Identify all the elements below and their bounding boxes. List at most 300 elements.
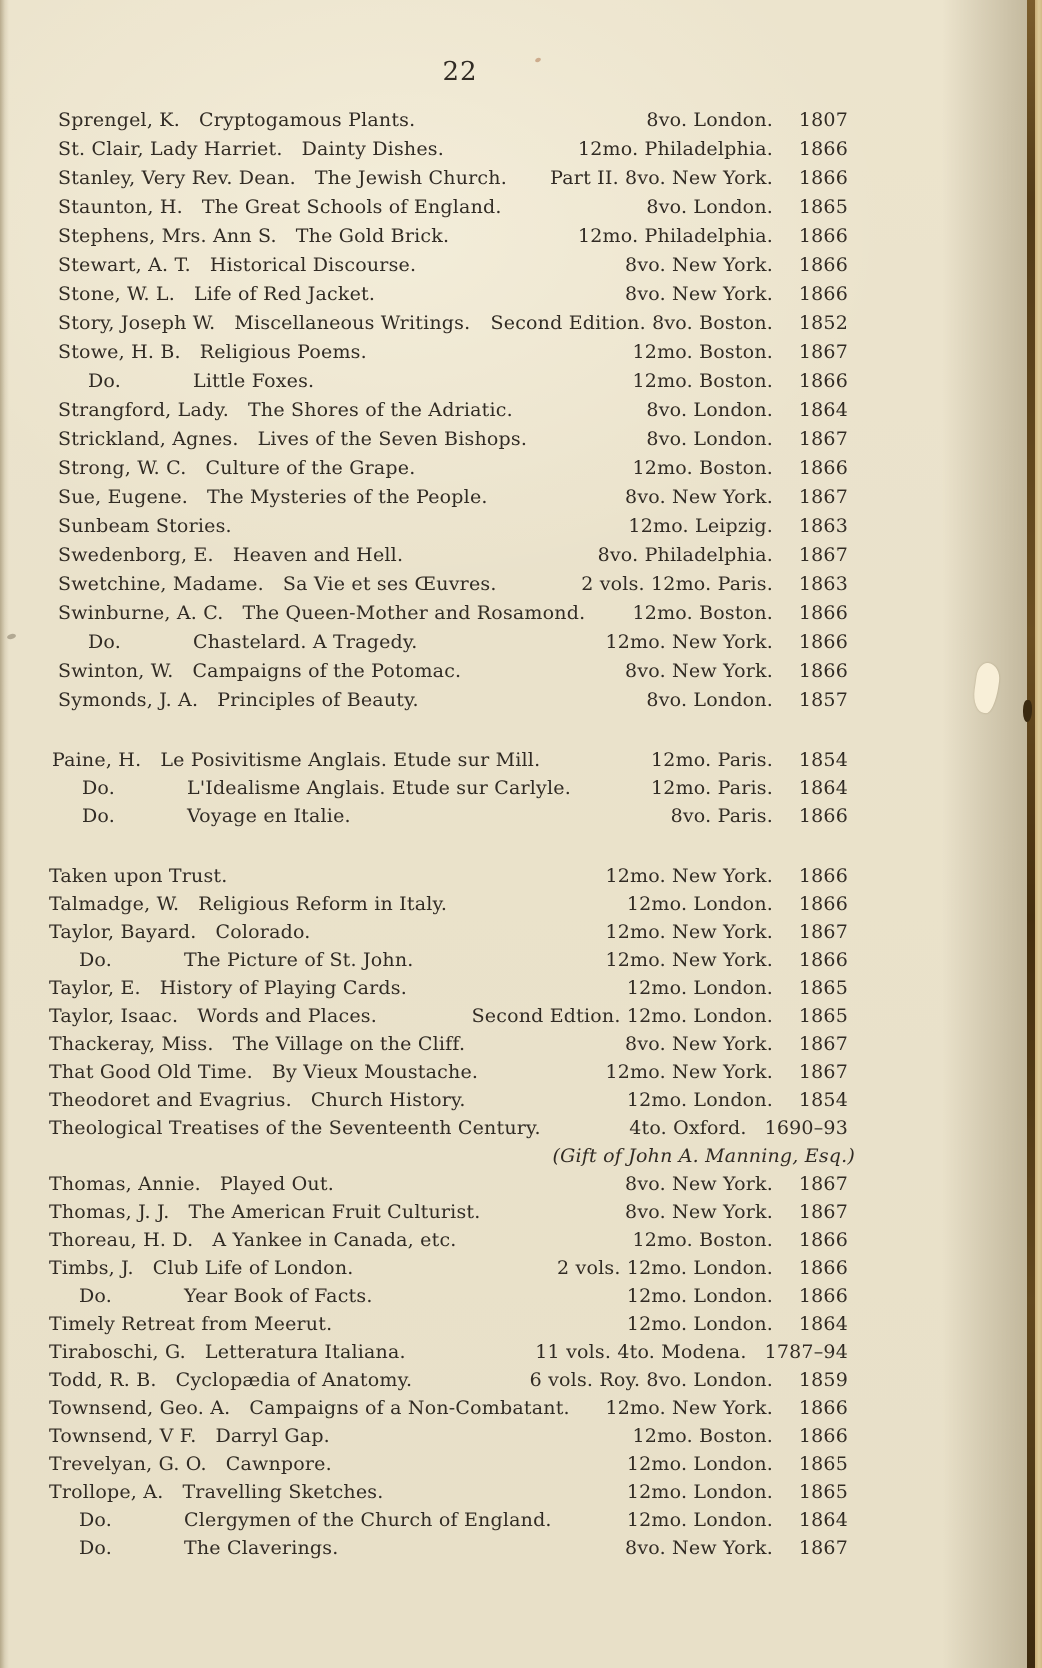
entry-format-place: 12mo. London. <box>626 1089 773 1111</box>
catalog-entry <box>49 1030 1042 1058</box>
entry-year: 1866 <box>798 457 848 479</box>
entry-right <box>646 193 848 222</box>
entry-format-place: 8vo. London. <box>646 196 773 218</box>
entry-author: Swinburne, A. C. <box>58 602 224 624</box>
entry-left <box>49 1030 625 1058</box>
entry-left <box>49 1394 605 1422</box>
catalog-entry <box>52 802 1042 830</box>
entry-author: Thomas, J. J. <box>49 1201 170 1223</box>
entry-title: By Vieux Moustache. <box>271 1061 479 1083</box>
entry-author: Stephens, Mrs. Ann S. <box>58 225 277 247</box>
entry-title: The Picture of St. John. <box>184 949 414 971</box>
entry-right <box>605 628 848 657</box>
entry-left <box>58 367 633 396</box>
entry-year: 1866 <box>798 370 848 392</box>
entry-right <box>633 454 848 483</box>
entry-author: Townsend, V F. <box>49 1425 197 1447</box>
entry-left <box>49 1534 625 1562</box>
entry-right <box>557 1254 848 1282</box>
entry-author: Swinton, W. <box>58 660 174 682</box>
entry-left <box>49 1338 535 1366</box>
entry-author: Strangford, Lady. <box>58 399 230 421</box>
entry-title: Miscellaneous Writings. <box>234 312 471 334</box>
entry-right <box>627 974 848 1002</box>
entry-left <box>58 454 633 483</box>
entry-title: Lives of the Seven Bishops. <box>257 428 528 450</box>
catalog-entry <box>49 1534 1042 1562</box>
catalog-section <box>0 746 1042 830</box>
entry-left <box>58 135 578 164</box>
entry-format-place: 11 vols. 4to. Modena. <box>535 1341 747 1363</box>
entry-author: Taylor, Isaac. <box>49 1005 179 1027</box>
entry-format-place: 8vo. New York. <box>625 1033 773 1055</box>
entry-format-place: 12mo. Boston. <box>632 1425 773 1447</box>
entry-left <box>58 222 578 251</box>
entry-format-place: 8vo. London. <box>646 399 773 421</box>
entry-year: 1865 <box>798 196 848 218</box>
entry-format-place: 8vo. London. <box>646 428 773 450</box>
entry-year: 1787–94 <box>764 1341 848 1363</box>
entry-left <box>58 193 646 222</box>
entry-title: Dainty Dishes. <box>301 138 444 160</box>
catalog-entry <box>49 1254 1042 1282</box>
catalog-entry <box>58 164 1042 193</box>
entry-year: 1859 <box>798 1369 848 1391</box>
entry-title: Historical Discourse. <box>209 254 417 276</box>
entry-title: L'Idealisme Anglais. Etude sur Carlyle. <box>187 777 571 799</box>
entry-format-place: 8vo. New York. <box>625 486 773 508</box>
entry-format-place: 12mo. Paris. <box>651 777 773 799</box>
catalog-entry <box>49 1086 1042 1114</box>
entry-year: 1866 <box>798 893 848 915</box>
catalog-entry <box>58 106 1042 135</box>
entry-title: Voyage en Italie. <box>187 805 351 827</box>
catalog-entry <box>49 1226 1042 1254</box>
catalog-entry <box>58 628 1042 657</box>
entry-title: Chastelard. A Tragedy. <box>193 631 418 653</box>
page-number: 22 <box>442 57 478 87</box>
entry-author: Stowe, H. B. <box>58 341 181 363</box>
entry-year: 1866 <box>798 949 848 971</box>
entry-format-place: 12mo. London. <box>626 1453 773 1475</box>
entry-right <box>651 774 848 802</box>
entry-year: 1866 <box>798 283 848 305</box>
entry-format-place: 12mo. London. <box>626 893 773 915</box>
entry-year: 1866 <box>798 631 848 653</box>
entry-left <box>58 396 646 425</box>
entry-author: Talmadge, W. <box>49 893 180 915</box>
entry-year: 1867 <box>798 1061 848 1083</box>
entry-title: Darryl Gap. <box>215 1425 330 1447</box>
catalog-entry <box>52 774 1042 802</box>
entry-left <box>49 1310 627 1338</box>
entry-year: 1854 <box>798 749 848 771</box>
entry-left <box>49 1114 629 1142</box>
entry-format-place: 12mo. New York. <box>605 865 773 887</box>
entry-author: Do. <box>79 1285 112 1307</box>
catalog-entry <box>49 1366 1042 1394</box>
catalog-entry <box>49 862 1042 890</box>
entry-left <box>49 862 605 890</box>
entry-author: Swedenborg, E. <box>58 544 214 566</box>
entry-format-place: 12mo. Boston. <box>632 370 773 392</box>
catalog-entry <box>58 309 1042 338</box>
entry-year: 1865 <box>798 977 848 999</box>
entry-author: Do. <box>79 1509 112 1531</box>
catalog-entry <box>49 1394 1042 1422</box>
entry-right <box>633 338 848 367</box>
entry-left <box>49 890 627 918</box>
entry-format-place: 2 vols. 12mo. Paris. <box>581 573 773 595</box>
entry-title: The Jewish Church. <box>314 167 507 189</box>
entry-left <box>49 1086 627 1114</box>
catalog-entry <box>58 135 1042 164</box>
entry-left <box>49 1058 605 1086</box>
entry-year: 1864 <box>798 399 848 421</box>
entry-title: Cawnpore. <box>225 1453 332 1475</box>
entry-right <box>578 222 848 251</box>
entry-right <box>605 862 848 890</box>
entry-left <box>58 570 581 599</box>
entry-right <box>625 251 848 280</box>
entry-year: 1863 <box>798 515 848 537</box>
entry-left <box>58 309 491 338</box>
entry-format-place: 12mo. Leipzig. <box>628 515 773 537</box>
entry-author: Timbs, J. <box>49 1257 134 1279</box>
entry-year: 1864 <box>798 777 848 799</box>
entry-right <box>646 396 848 425</box>
entry-year: 1865 <box>798 1005 848 1027</box>
catalog-section <box>0 862 1042 1562</box>
entry-format-place: 8vo. Paris. <box>670 805 773 827</box>
catalog-entry <box>58 454 1042 483</box>
entry-year: 1865 <box>798 1453 848 1475</box>
entry-title: Campaigns of a Non-Combatant. <box>249 1397 570 1419</box>
catalog-entry <box>52 746 1042 774</box>
catalog-entry <box>58 367 1042 396</box>
entry-right <box>646 425 848 454</box>
entry-left <box>49 1478 627 1506</box>
entry-right <box>633 1226 848 1254</box>
entry-format-place: 12mo. New York. <box>605 1061 773 1083</box>
entry-format-place: 12mo. New York. <box>605 921 773 943</box>
entry-author: Sprengel, K. <box>58 109 180 131</box>
entry-left <box>58 599 633 628</box>
entry-format-place: 12mo. Boston. <box>632 602 773 624</box>
entry-author: Stone, W. L. <box>58 283 175 305</box>
entry-author: Theodoret and Evagrius. <box>49 1089 292 1111</box>
entry-year: 1867 <box>798 544 848 566</box>
entry-format-place: 12mo. Paris. <box>651 749 773 771</box>
catalog-entry <box>58 541 1042 570</box>
entry-author: Stewart, A. T. <box>58 254 191 276</box>
catalog-entry <box>49 1282 1042 1310</box>
entry-author: Trollope, A. <box>49 1481 164 1503</box>
entry-author: Taylor, E. <box>49 977 141 999</box>
catalog-entry <box>49 1422 1042 1450</box>
entry-right <box>550 164 848 193</box>
entry-right <box>491 309 848 338</box>
entry-right <box>535 1338 848 1366</box>
entry-author: Timely Retreat from Meerut. <box>49 1313 333 1335</box>
entry-year: 1867 <box>798 921 848 943</box>
entry-year: 1866 <box>798 254 848 276</box>
catalog-entry <box>58 686 1042 715</box>
entry-author: Taylor, Bayard. <box>49 921 197 943</box>
entry-author: Townsend, Geo. A. <box>49 1397 231 1419</box>
catalog-entry <box>58 396 1042 425</box>
entry-left <box>58 164 550 193</box>
catalog-entry <box>49 1310 1042 1338</box>
entry-author: Trevelyan, G. O. <box>49 1453 207 1475</box>
catalog-entry <box>49 1198 1042 1226</box>
entry-title: Religious Poems. <box>199 341 367 363</box>
entry-format-place: 6 vols. Roy. 8vo. London. <box>529 1369 773 1391</box>
paper-speck <box>534 57 541 63</box>
entry-left <box>49 946 605 974</box>
entry-left <box>58 425 646 454</box>
entry-title: The Claverings. <box>184 1537 339 1559</box>
entry-format-place: 12mo. London. <box>626 1509 773 1531</box>
entry-title: Le Posivitisme Anglais. Etude sur Mill. <box>160 749 541 771</box>
catalog-entry <box>49 1338 1042 1366</box>
entry-year: 1866 <box>798 602 848 624</box>
entry-title: Sa Vie et ses Œuvres. <box>282 573 497 595</box>
entry-right <box>625 1030 848 1058</box>
gift-note <box>49 1142 1042 1170</box>
entry-left <box>49 1366 530 1394</box>
entry-format-place: 12mo. London. <box>626 1481 773 1503</box>
entry-year: 1867 <box>798 341 848 363</box>
entry-year: 1863 <box>798 573 848 595</box>
entry-author: Staunton, H. <box>58 196 183 218</box>
catalog-entry <box>49 1170 1042 1198</box>
entry-year: 1866 <box>798 1425 848 1447</box>
entry-format-place: Part II. 8vo. New York. <box>550 167 773 189</box>
entry-year: 1866 <box>798 1397 848 1419</box>
entry-right <box>605 918 848 946</box>
entry-left <box>58 512 628 541</box>
entry-left <box>49 1506 627 1534</box>
entry-format-place: 12mo. Boston. <box>632 341 773 363</box>
entry-year: 1867 <box>798 428 848 450</box>
entry-format-place: 8vo. New York. <box>625 1537 773 1559</box>
entry-author: Paine, H. <box>52 749 142 771</box>
entry-right <box>625 1198 848 1226</box>
entry-right <box>671 802 848 830</box>
entry-right <box>627 1450 848 1478</box>
entry-format-place: 8vo. New York. <box>625 254 773 276</box>
entry-right <box>633 367 848 396</box>
entry-author: Thomas, Annie. <box>49 1173 201 1195</box>
entry-right <box>598 541 848 570</box>
entry-left <box>49 1226 633 1254</box>
entry-format-place: Second Edition. 8vo. Boston. <box>490 312 773 334</box>
entry-author: Do. <box>79 949 112 971</box>
entry-year: 1866 <box>798 865 848 887</box>
entry-left <box>58 686 646 715</box>
catalog-entry <box>49 1058 1042 1086</box>
entry-title: Principles of Beauty. <box>217 689 419 711</box>
entry-left <box>58 657 625 686</box>
catalog-entry <box>49 1450 1042 1478</box>
entry-right <box>625 1170 848 1198</box>
entry-right <box>605 946 848 974</box>
entry-left <box>58 251 625 280</box>
entry-format-place: 12mo. Boston. <box>632 1229 773 1251</box>
entry-author: Thoreau, H. D. <box>49 1229 194 1251</box>
entry-left <box>52 802 671 830</box>
catalog-entry <box>49 974 1042 1002</box>
entry-left <box>49 918 605 946</box>
catalog-entry <box>58 570 1042 599</box>
entry-title: Travelling Sketches. <box>182 1481 384 1503</box>
entry-title: Cyclopædia of Anatomy. <box>175 1369 413 1391</box>
entry-right <box>646 106 848 135</box>
catalog-entry <box>58 483 1042 512</box>
entry-author: St. Clair, Lady Harriet. <box>58 138 283 160</box>
entry-format-place: 12mo. Boston. <box>632 457 773 479</box>
entry-right <box>625 1534 848 1562</box>
entry-title: A Yankee in Canada, etc. <box>212 1229 457 1251</box>
entry-author: Stanley, Very Rev. Dean. <box>58 167 296 189</box>
catalog-entry <box>58 280 1042 309</box>
entry-author: Do. <box>88 370 121 392</box>
entry-title: The Great Schools of England. <box>201 196 502 218</box>
entry-year: 1867 <box>798 486 848 508</box>
entry-right <box>629 1114 848 1142</box>
entry-year: 1867 <box>798 1537 848 1559</box>
catalog-entry <box>58 222 1042 251</box>
entry-author: Sunbeam Stories. <box>58 515 232 537</box>
entry-year: 1852 <box>798 312 848 334</box>
entry-right <box>625 280 848 309</box>
entry-left <box>52 746 651 774</box>
entry-year: 1866 <box>798 1229 848 1251</box>
catalog-entry <box>49 1478 1042 1506</box>
gift-note-text: (Gift of John A. Manning, Esq.) <box>552 1145 855 1167</box>
entry-title: The Queen-Mother and Rosamond. <box>242 602 586 624</box>
entry-title: Life of Red Jacket. <box>194 283 376 305</box>
entry-left <box>49 1170 625 1198</box>
entry-right <box>625 657 848 686</box>
entry-right <box>627 1282 848 1310</box>
entry-year: 1866 <box>798 167 848 189</box>
entry-format-place: 12mo. London. <box>626 1285 773 1307</box>
entry-year: 1866 <box>798 805 848 827</box>
entry-right <box>605 1394 848 1422</box>
entry-author: Theological Treatises of the Seventeenth Century. <box>49 1117 541 1139</box>
entry-title: The Village on the Cliff. <box>232 1033 466 1055</box>
entry-title: The Gold Brick. <box>295 225 450 247</box>
entry-author: Symonds, J. A. <box>58 689 199 711</box>
catalog-entry <box>58 193 1042 222</box>
entry-title: Clergymen of the Church of England. <box>184 1509 552 1531</box>
entry-format-place: 4to. Oxford. <box>629 1117 747 1139</box>
catalog-entry <box>58 512 1042 541</box>
entry-year: 1867 <box>798 1033 848 1055</box>
entry-format-place: 8vo. New York. <box>625 283 773 305</box>
entry-left <box>49 1002 472 1030</box>
entry-right <box>627 890 848 918</box>
entry-title: Culture of the Grape. <box>205 457 416 479</box>
entry-year: 1864 <box>798 1313 848 1335</box>
entry-author: Thackeray, Miss. <box>49 1033 214 1055</box>
entry-author: Swetchine, Madame. <box>58 573 264 595</box>
entry-title: Heaven and Hell. <box>232 544 404 566</box>
entry-right <box>627 1506 848 1534</box>
entry-format-place: 8vo. Philadelphia. <box>597 544 773 566</box>
entry-year: 1865 <box>798 1481 848 1503</box>
entry-year: 1864 <box>798 1509 848 1531</box>
entry-left <box>49 1450 627 1478</box>
entry-author: Story, Joseph W. <box>58 312 216 334</box>
catalog-entry <box>49 890 1042 918</box>
catalog-entry <box>58 338 1042 367</box>
entry-format-place: Second Edtion. 12mo. London. <box>471 1005 773 1027</box>
entry-format-place: 8vo. New York. <box>625 1201 773 1223</box>
entry-format-place: 8vo. New York. <box>625 660 773 682</box>
catalog-entry <box>49 918 1042 946</box>
entry-title: Cryptogamous Plants. <box>198 109 416 131</box>
entry-title: The American Fruit Culturist. <box>188 1201 481 1223</box>
catalog-entry <box>49 1114 1042 1142</box>
entry-title: Religious Reform in Italy. <box>198 893 448 915</box>
entry-author: Do. <box>82 777 115 799</box>
entry-year: 1690–93 <box>764 1117 848 1139</box>
entry-author: Do. <box>82 805 115 827</box>
entry-left <box>49 1254 557 1282</box>
entry-year: 1857 <box>798 689 848 711</box>
entry-author: Tiraboschi, G. <box>49 1341 186 1363</box>
catalog-section <box>0 106 1042 715</box>
entry-format-place: 12mo. New York. <box>605 949 773 971</box>
catalog-entry <box>58 599 1042 628</box>
entry-title: The Mysteries of the People. <box>207 486 488 508</box>
entry-author: Strong, W. C. <box>58 457 187 479</box>
catalog-entry <box>58 251 1042 280</box>
entry-right <box>633 1422 848 1450</box>
entry-title: Played Out. <box>219 1173 334 1195</box>
entry-left <box>49 974 627 1002</box>
entry-right <box>625 483 848 512</box>
entry-author: Todd, R. B. <box>49 1369 157 1391</box>
catalog-entry <box>49 946 1042 974</box>
entry-title: Campaigns of the Potomac. <box>192 660 462 682</box>
entry-format-place: 12mo. New York. <box>605 631 773 653</box>
entry-year: 1866 <box>798 225 848 247</box>
catalog-entry <box>49 1002 1042 1030</box>
entry-right <box>627 1310 848 1338</box>
entry-title: The Shores of the Adriatic. <box>248 399 513 421</box>
entry-year: 1867 <box>798 1173 848 1195</box>
entry-author: Sue, Eugene. <box>58 486 189 508</box>
entry-year: 1866 <box>798 660 848 682</box>
entry-right <box>628 512 848 541</box>
entry-left <box>58 280 625 309</box>
catalog-entry <box>58 657 1042 686</box>
entry-right <box>578 135 848 164</box>
entry-left <box>58 628 605 657</box>
entry-title: Colorado. <box>215 921 311 943</box>
entry-year: 1866 <box>798 1285 848 1307</box>
entry-author: Do. <box>88 631 121 653</box>
entry-right <box>627 1086 848 1114</box>
entry-left <box>52 774 651 802</box>
entry-year: 1807 <box>798 109 848 131</box>
entry-year: 1866 <box>798 1257 848 1279</box>
entry-format-place: 12mo. London. <box>626 977 773 999</box>
